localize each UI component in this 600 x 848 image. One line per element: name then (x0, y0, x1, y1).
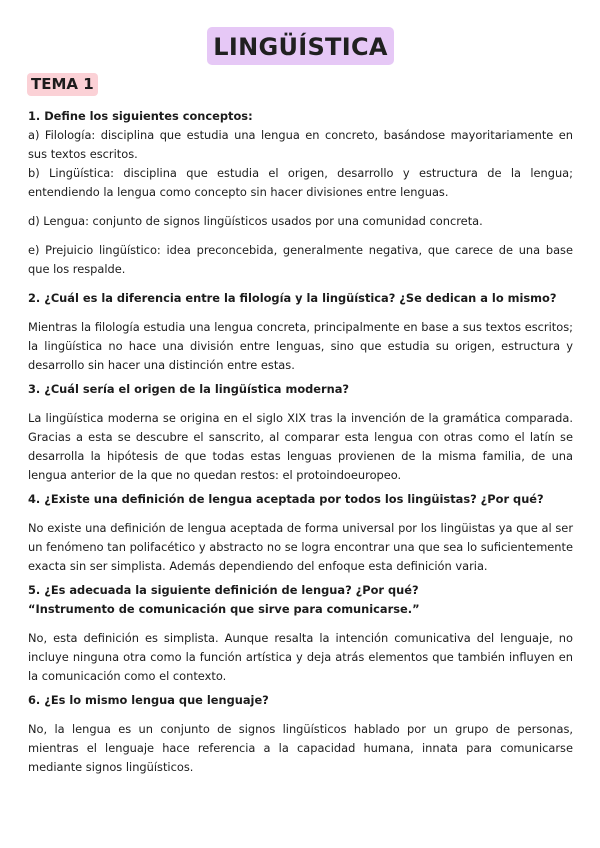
answer-1b: b) Lingüística: disciplina que estudia el origen, desarrollo y estructura de la lengua; entendiendo la lengua como concepto sin hacer divisiones entre lenguas. (28, 166, 573, 199)
question-5-quote: “Instrumento de comunicación que sirve para comunicarse.” (28, 602, 420, 616)
question-4: 4. ¿Existe una definición de lengua aceptada por todos los lingüistas? ¿Por qué? (28, 492, 544, 506)
answer-4: No existe una definición de lengua aceptada de forma universal por los lingüistas ya que al ser un fenómeno tan polifacético y abstracto no se logra encontrar una que sea lo suficientemente exacta sin ser simplista. Además dependiendo del enfoque esta definición varia. (28, 521, 573, 573)
question-5: 5. ¿Es adecuada la siguiente definición de lengua? ¿Por qué? (28, 583, 419, 597)
title-wrap (28, 27, 573, 65)
answer-6: No, la lengua es un conjunto de signos lingüísticos hablado por un grupo de personas, mientras el lenguaje hace referencia a la capacidad humana, innata para comunicarse mediante signos lingüísticos. (28, 722, 573, 774)
question-1: 1. Define los siguientes conceptos: (28, 109, 253, 123)
answer-3: La lingüística moderna se origina en el siglo XIX tras la invención de la gramática comparada. Gracias a esta se descubre el sanscrito, al comparar esta lengua con otras como el latín se desarrolla la hipótesis de que todas estas lenguas provienen de la misma familia, de una lengua anterior de la que no quedan restos: el protoindoeuropeo. (28, 411, 573, 482)
document-page (28, 0, 573, 777)
answer-1d: d) Lengua: conjunto de signos lingüísticos usados por una comunidad concreta. (28, 214, 483, 228)
page-title: LINGÜÍSTICA (207, 27, 394, 65)
answer-5: No, esta definición es simplista. Aunque resalta la intención comunicativa del lenguaje, no incluye ninguna otra como la función artística y deja atrás elementos que también influyen en la comunicación como el contexto. (28, 631, 573, 683)
question-6: 6. ¿Es lo mismo lengua que lenguaje? (28, 693, 269, 707)
answer-2: Mientras la filología estudia una lengua concreta, principalmente en base a sus textos escritos; la lingüística no hace una división entre lenguas, sino que estudia su origen, estructura y desarrollo sin hacer una distinción entre estas. (28, 320, 573, 372)
answer-1a: a) Filología: disciplina que estudia una lengua en concreto, basándose mayoritariamente en sus textos escritos. (28, 128, 573, 161)
answer-1e: e) Prejuicio lingüístico: idea preconcebida, generalmente negativa, que carece de una base que los respalde. (28, 243, 573, 276)
question-2: 2. ¿Cuál es la diferencia entre la filología y la lingüística? ¿Se dedican a lo mismo? (28, 291, 557, 305)
question-3: 3. ¿Cuál sería el origen de la lingüística moderna? (28, 382, 350, 396)
tema-heading: TEMA 1 (27, 73, 98, 96)
